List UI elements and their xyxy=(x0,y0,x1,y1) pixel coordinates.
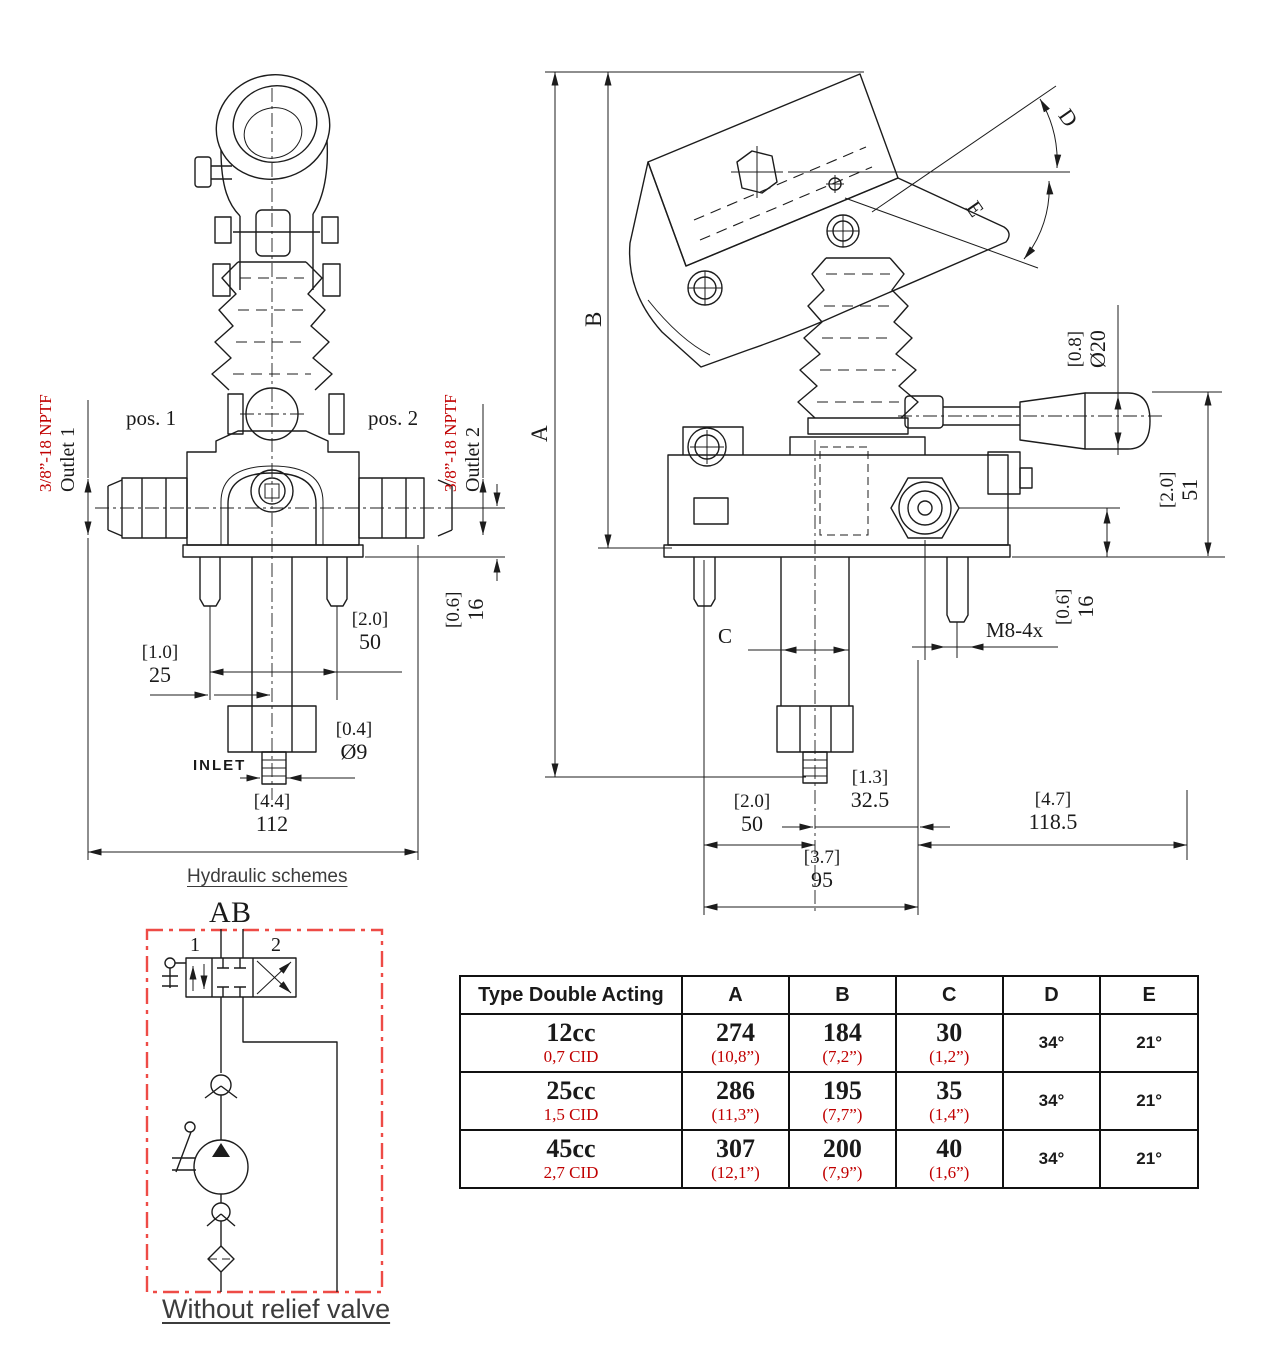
inch-value: (7,9”) xyxy=(822,1163,863,1182)
dim-mm-value: 51 xyxy=(1176,478,1202,501)
dim-inch-value: [4.4] xyxy=(253,791,291,812)
dim-overall-width-112 xyxy=(222,792,322,835)
inch-value: (7,2”) xyxy=(822,1047,863,1066)
dim-d-letter: D xyxy=(1053,104,1084,132)
pos2-label: pos. 2 xyxy=(368,406,419,430)
dim-mm-value: 95 xyxy=(811,866,833,892)
dim-inch-value: [1.0] xyxy=(141,642,179,663)
cell-b xyxy=(789,1130,896,1188)
dim-mm-value: 50 xyxy=(741,810,763,836)
cell-b xyxy=(789,1072,896,1130)
cell-d: 34° xyxy=(1003,1130,1101,1188)
dim-a-letter: A xyxy=(527,425,552,442)
type-value: 25cc xyxy=(546,1076,596,1105)
mm-value: 35 xyxy=(936,1076,963,1105)
cell-e: 21° xyxy=(1100,1130,1198,1188)
cell-c xyxy=(896,1072,1003,1130)
dim-stud-span-50-front xyxy=(338,610,402,653)
dim-inch-value: [2.0] xyxy=(1157,471,1178,508)
dim-inch-value: [0.4] xyxy=(335,719,373,740)
outlet1-label: Outlet 1 xyxy=(57,427,79,492)
mm-value: 30 xyxy=(936,1018,963,1047)
table-row xyxy=(460,1072,1198,1130)
dim-inch-value: [3.7] xyxy=(803,847,841,868)
dim-e-letter: E xyxy=(961,196,990,222)
dim-inch-value: [0.6] xyxy=(1053,588,1074,625)
mm-value: 195 xyxy=(822,1076,862,1105)
scheme-caption: Without relief valve xyxy=(162,1294,391,1324)
dim-c-letter: C xyxy=(718,624,733,648)
dim-mm-value: Ø9 xyxy=(340,738,368,764)
dim-inch-value: [1.3] xyxy=(851,767,889,788)
dim-port-offset-325 xyxy=(838,768,902,811)
dim-inch-value: [0.6] xyxy=(443,591,464,628)
dim-mm-value: Ø20 xyxy=(1084,330,1110,368)
dim-offset-16-side xyxy=(1054,589,1097,625)
scheme-title: Hydraulic schemes xyxy=(187,866,348,887)
dim-mm-value: 16 xyxy=(1072,595,1098,618)
inch-value: (12,1”) xyxy=(711,1163,760,1182)
dim-inlet-diameter-9 xyxy=(322,720,386,763)
dim-handle-height-51 xyxy=(1158,472,1201,508)
cell-a xyxy=(682,1130,789,1188)
mm-value: 286 xyxy=(715,1076,755,1105)
scheme-port-a-label: A xyxy=(209,896,231,929)
dim-inch-value: [0.8] xyxy=(1065,330,1086,368)
header-c: C xyxy=(896,976,1003,1014)
inch-value: (7,7”) xyxy=(822,1105,863,1124)
inch-value: (1,2”) xyxy=(929,1047,970,1066)
inch-value: (10,8”) xyxy=(711,1047,760,1066)
header-a: A xyxy=(682,976,789,1014)
cell-b xyxy=(789,1014,896,1072)
table-row xyxy=(460,1130,1198,1188)
outlet1-thread-label: 3/8”-18 NPTF xyxy=(36,394,55,492)
type-value: 12cc xyxy=(546,1018,596,1047)
dim-b-letter: B xyxy=(581,311,606,327)
hydraulic-scheme-drawing xyxy=(147,929,382,1292)
outlet2-thread-label: 3/8”-18 NPTF xyxy=(441,394,460,492)
type-cid: 0,7 CID xyxy=(543,1047,599,1066)
spec-table-header-row xyxy=(460,976,1198,1014)
mm-value: 40 xyxy=(936,1134,963,1163)
inch-value: (1,4”) xyxy=(929,1105,970,1124)
type-value: 45cc xyxy=(546,1134,596,1163)
valve-position-2-label: 2 xyxy=(271,934,281,956)
cell-a xyxy=(682,1014,789,1072)
mm-value: 307 xyxy=(715,1134,755,1163)
valve-position-1-label: 1 xyxy=(190,934,200,956)
dim-grip-diameter-20 xyxy=(1066,330,1109,368)
type-cid: 1,5 CID xyxy=(543,1105,599,1124)
type-cid: 2,7 CID xyxy=(543,1163,599,1182)
header-e: E xyxy=(1100,976,1198,1014)
cell-type xyxy=(460,1130,682,1188)
dim-base-95 xyxy=(790,848,854,891)
cell-c xyxy=(896,1130,1003,1188)
dim-stud-50-side xyxy=(720,792,784,835)
cell-type xyxy=(460,1014,682,1072)
mm-value: 274 xyxy=(715,1018,755,1047)
inlet-label: INLET xyxy=(193,757,247,774)
header-d: D xyxy=(1003,976,1101,1014)
dim-overall-1185 xyxy=(1008,790,1098,833)
cell-c xyxy=(896,1014,1003,1072)
dim-mm-value: 50 xyxy=(359,628,381,654)
inch-value: (11,3”) xyxy=(711,1105,760,1124)
table-row xyxy=(460,1014,1198,1072)
header-type: Type Double Acting xyxy=(460,976,682,1014)
cell-a xyxy=(682,1072,789,1130)
cell-type xyxy=(460,1072,682,1130)
mm-value: 184 xyxy=(822,1018,862,1047)
inch-value: (1,6”) xyxy=(929,1163,970,1182)
cell-d: 34° xyxy=(1003,1072,1101,1130)
mounting-bolts-label: M8-4x xyxy=(986,618,1044,642)
mm-value: 200 xyxy=(822,1134,862,1163)
cell-e: 21° xyxy=(1100,1072,1198,1130)
cell-d: 34° xyxy=(1003,1014,1101,1072)
dim-mm-value: 32.5 xyxy=(850,786,890,812)
dim-mm-value: 118.5 xyxy=(1028,808,1078,834)
dim-offset-16-front xyxy=(444,592,487,628)
header-b: B xyxy=(789,976,896,1014)
dim-center-25-front xyxy=(128,643,192,686)
dim-mm-value: 25 xyxy=(149,661,171,687)
cell-e: 21° xyxy=(1100,1014,1198,1072)
outlet2-label: Outlet 2 xyxy=(462,427,484,492)
dim-mm-value: 112 xyxy=(255,810,289,836)
dim-inch-value: [2.0] xyxy=(733,791,771,812)
pos1-label: pos. 1 xyxy=(126,406,177,430)
dim-inch-value: [4.7] xyxy=(1034,789,1072,810)
spec-table xyxy=(459,975,1199,1189)
dim-inch-value: [2.0] xyxy=(351,609,389,630)
dim-mm-value: 16 xyxy=(462,598,488,621)
scheme-port-b-label: B xyxy=(231,896,252,929)
